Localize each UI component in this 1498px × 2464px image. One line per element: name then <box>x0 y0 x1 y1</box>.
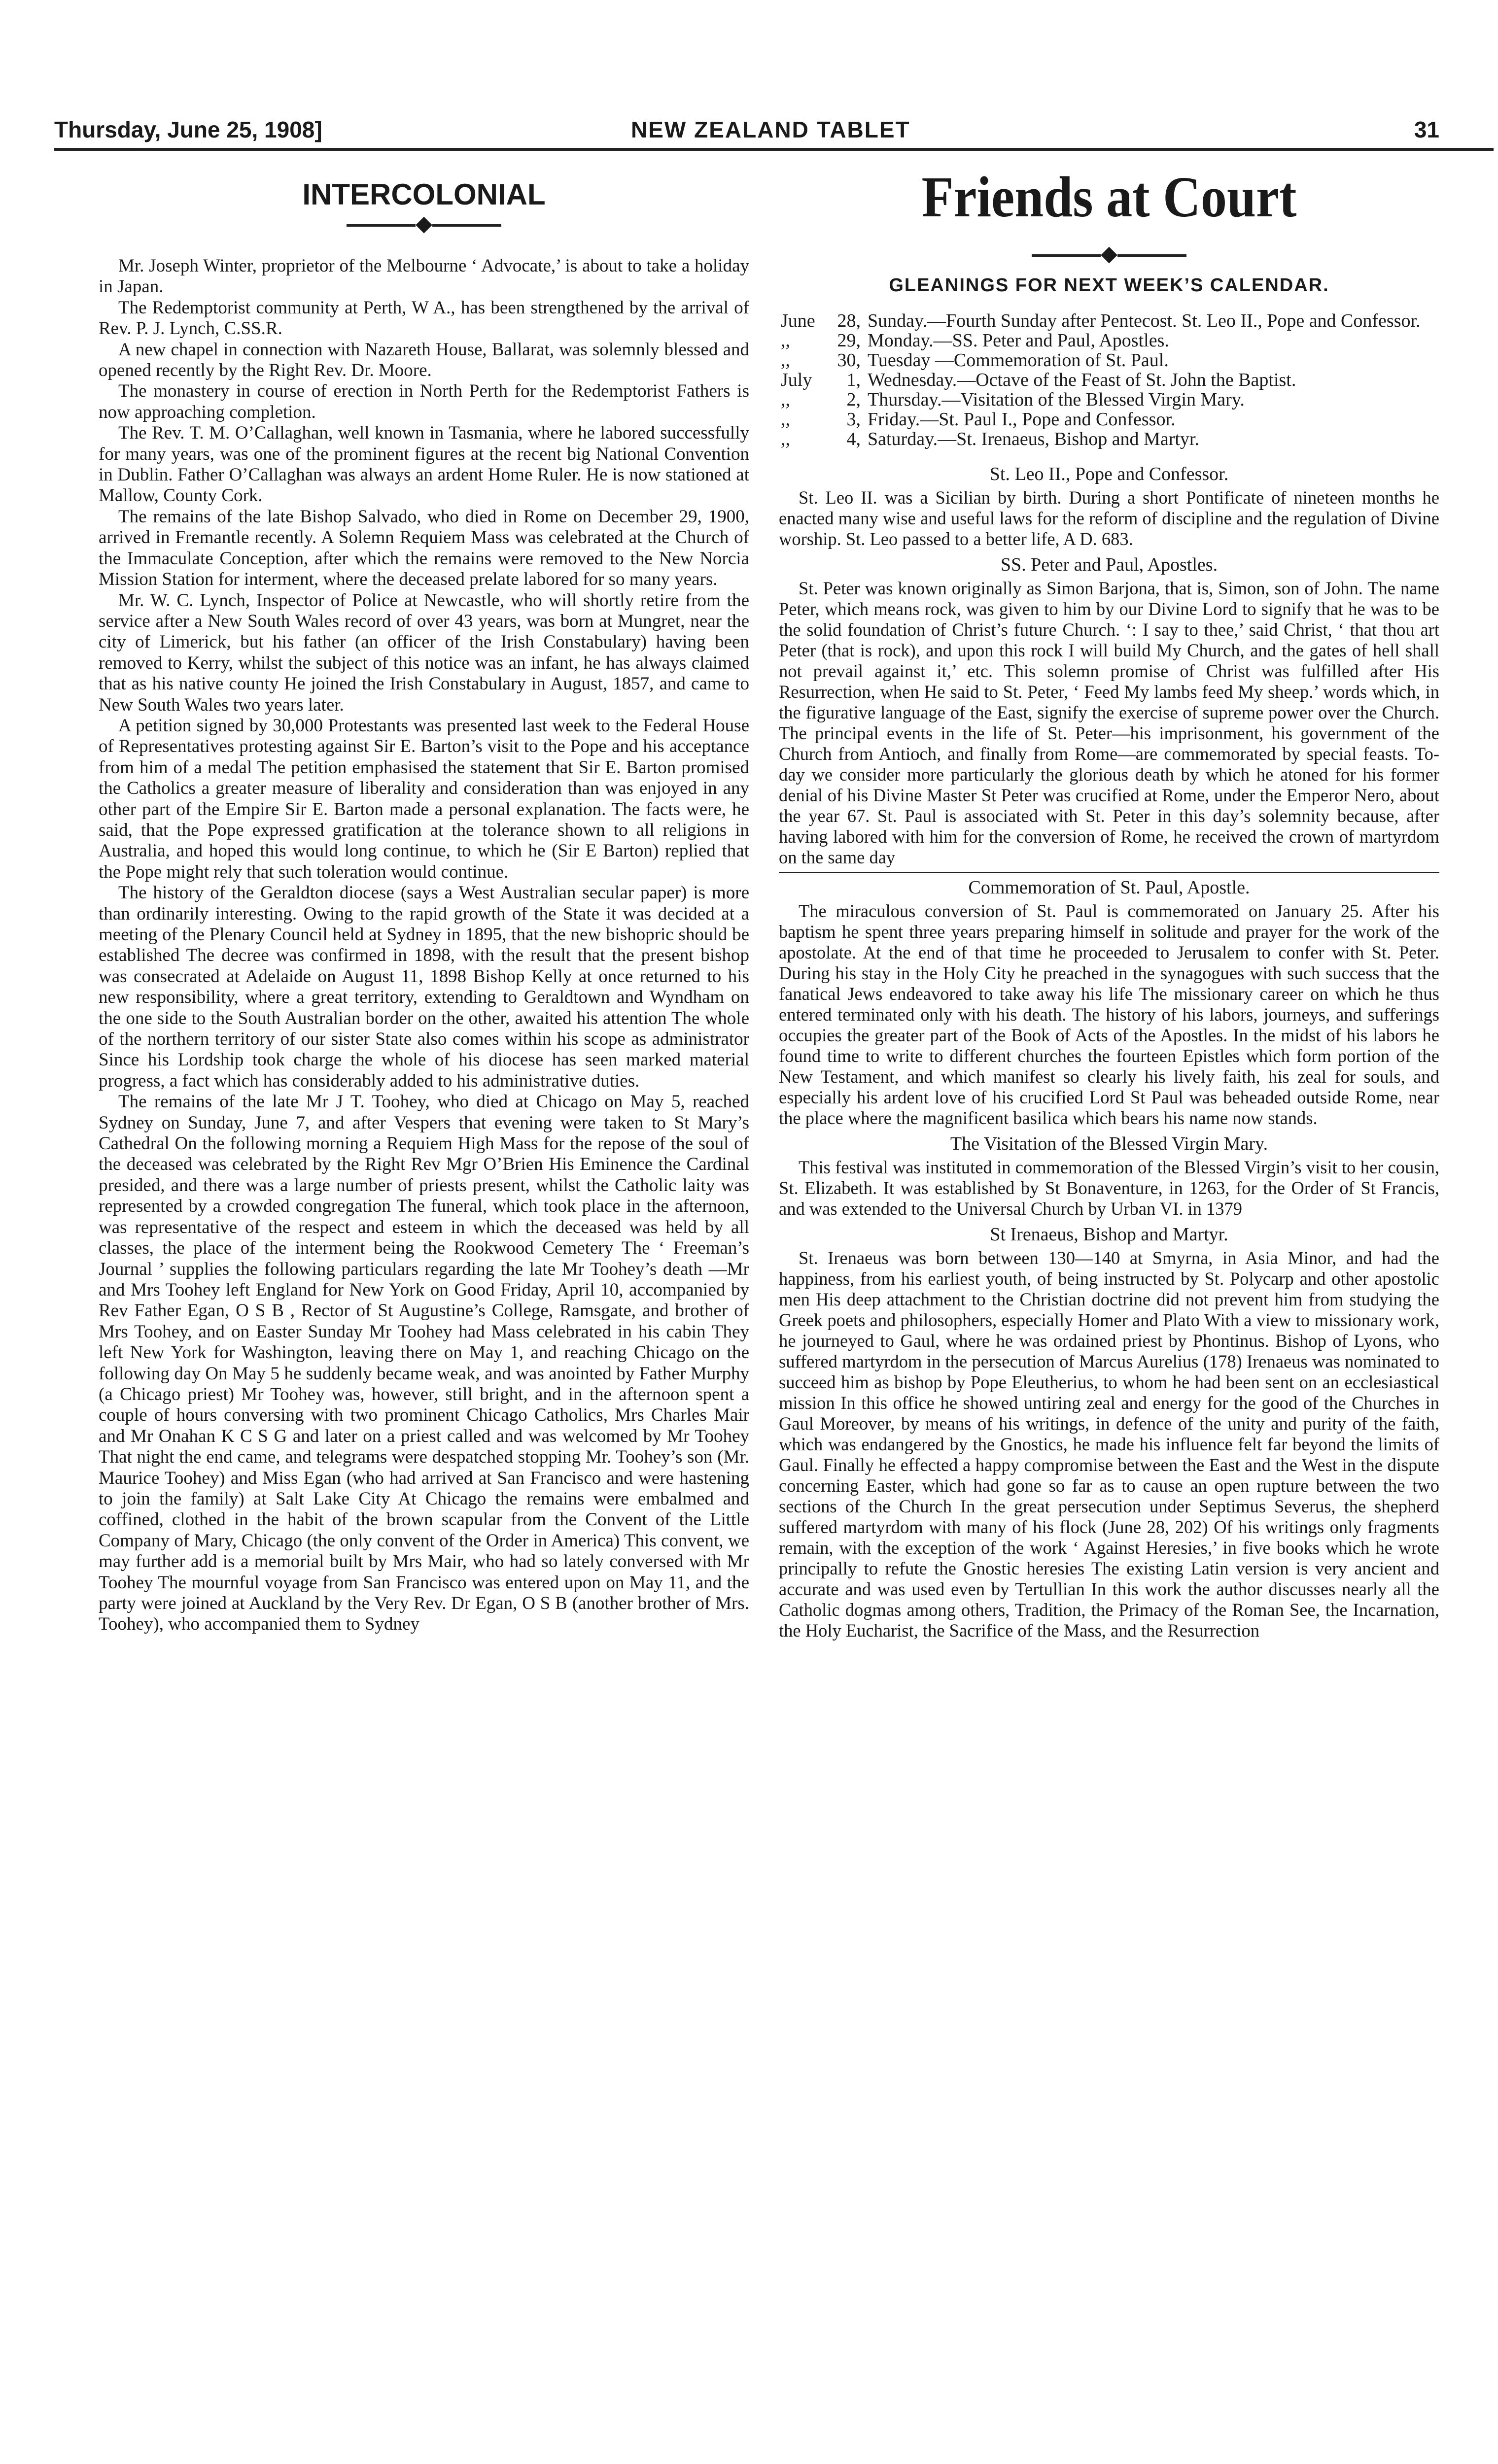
intercolonial-column <box>99 163 749 1635</box>
divider-ornament: ◆ <box>99 211 749 236</box>
calendar-month: ,, <box>781 350 790 371</box>
calendar-entry: Monday.—SS. Peter and Paul, Apostles. <box>868 330 1169 351</box>
calendar-day: 3, <box>846 409 861 430</box>
news-paragraph: A new chapel in connection with Nazareth House, Ballarat, was solemnly blessed and opened recently by the Right Rev. Dr. Moore. <box>99 339 749 381</box>
section-heading: St Irenaeus, Bishop and Martyr. <box>990 1224 1228 1245</box>
section-paragraph: St. Leo II. was a Sicilian by birth. During a short Pontificate of nineteen months he enacted many wise and useful laws for the reform of discipline and the regulation of Divine worship. St. Leo passed to a better life, A D. 683. <box>779 487 1439 549</box>
news-paragraph: A petition signed by 30,000 Protestants was presented last week to the Federal House of Representatives protesting against Sir E. Barton’s visit to the Pope and his acceptance from him of a medal The petition emphasised the statement that Sir E. Barton promised the Catholics a greater measure of liberality and consideration than was enjoyed in any other part of the Empire Sir E. Barton made a personal explanation. The facts were, he said, that the Pope expressed gratification at the tolerance shown to all religions in Australia, and hoped this would long continue, to which he (Sir E Barton) replied that the Pope might rely that such toleration would continue. <box>99 715 749 882</box>
calendar-row <box>779 331 1439 350</box>
friends-at-court-title: Friends at Court <box>921 165 1297 229</box>
news-paragraph: Mr. W. C. Lynch, Inspector of Police at Newcastle, who will shortly retire from the service after a New South Wales record of over 43 years, was born at Mungret, near the city of Limerick, but his father (an officer of the Irish Constabulary) having been removed to Kerry, whilst the subject of this notice was an infant, he has always claimed that as his native county He joined the Irish Constabulary in August, 1857, and came to New South Wales two years later. <box>99 590 749 715</box>
calendar-row <box>779 370 1439 390</box>
calendar-row <box>779 311 1439 331</box>
section-heading: Commemoration of St. Paul, Apostle. <box>779 872 1439 899</box>
section-paragraph: This festival was instituted in commemoration of the Blessed Virgin’s visit to her cousin, St. Elizabeth. It was established by St Bonaventure, in 1263, for the Order of St Francis, and was extended to the Universal Church by Urban VI. in 1379 <box>779 1157 1439 1219</box>
calendar-month: ,, <box>781 330 790 351</box>
calendar-entry: Tuesday —Commemoration of St. Paul. <box>868 350 1169 371</box>
calendar-day: 28, <box>837 310 861 331</box>
friends-at-court-column <box>779 163 1439 1641</box>
calendar-month: ,, <box>781 389 790 410</box>
calendar-day: 1, <box>846 370 861 390</box>
section-heading: The Visitation of the Blessed Virgin Mary. <box>950 1133 1268 1154</box>
section-paragraph: The miraculous conversion of St. Paul is commemorated on January 25. After his baptism he spent three years preparing himself in solitude and prayer for the work of the apostolate. At the end of that time he proceeded to Jerusalem to confer with St. Peter. During his stay in the Holy City he preached in the synagogues with such success that the fanatical Jews endeavored to take away his life The missionary career on which he thus entered terminated only with his death. The history of his labors, journeys, and sufferings occupies the greater part of the Book of Acts of the Apostles. In the midst of his labors he found time to write to different churches the fourteen Epistles which form portion of the New Testament, and which manifest so clearly his lively faith, his zeal for souls, and especially his ardent love of his crucified Lord St Paul was beheaded outside Rome, near the place where the magnificent basilica which bears his name now stands. <box>779 901 1439 1128</box>
calendar-subtitle: GLEANINGS FOR NEXT WEEK’S CALENDAR. <box>889 275 1329 296</box>
news-paragraph: The history of the Geraldton diocese (says a West Australian secular paper) is more than ordinarily interesting. Owing to the rapid growth of the State it was decided at a meeting of the Plenary Council held at Sydney in 1895, that the new bishopric should be established The decree was confirmed in 1898, with the result that the present bishop was consecrated at Adelaide on August 11, 1898 Bishop Kelly at once returned to his new responsibility, where a great territory, extending to Geraldtown and Wyndham on the one side to the South Australian border on the other, awaited his attention The whole of the northern territory of our sister State also comes within his scope as administrator Since his Lordship took charge the whole of his diocese has seen marked material progress, a fact which has considerably added to his administrative duties. <box>99 883 749 1091</box>
calendar-row <box>779 390 1439 410</box>
calendar-month: ,, <box>781 429 790 449</box>
calendar-row <box>779 429 1439 449</box>
news-paragraph: The remains of the late Bishop Salvado, who died in Rome on December 29, 1900, arrived in Fremantle recently. A Solemn Requiem Mass was celebrated at the Church of the Immaculate Conception, after which the remains were removed to the New Norcia Mission Station for interment, where the deceased prelate labored for so many years. <box>99 506 749 590</box>
calendar-row <box>779 350 1439 370</box>
calendar-day: 29, <box>837 330 861 351</box>
calendar-entry: Thursday.—Visitation of the Blessed Virgin Mary. <box>868 389 1245 410</box>
news-paragraph: The remains of the late Mr J T. Toohey, who died at Chicago on May 5, reached Sydney on Sunday, June 7, and after Vespers that evening were taken to St Mary’s Cathedral On the following morning a Requiem High Mass for the repose of the soul of the deceased was celebrated by the Right Rev Mgr O’Brien His Eminence the Cardinal presided, and there was a large number of priests present, whilst the Catholic laity was represented by a crowded congregation The funeral, which took place in the afternoon, was representative of the respect and esteem in which the deceased was held by all classes, the place of the interment being the Rookwood Cemetery The ‘ Freeman’s Journal ’ supplies the following particulars regarding the late Mr Toohey’s death —Mr and Mrs Toohey left England for New York on Good Friday, April 10, accompanied by Rev Father Egan, O S B , Rector of St Augustine’s College, Ramsgate, and brother of Mrs Toohey, and on Easter Sunday Mr Toohey had Mass celebrated in his cabin They left New York for Washington, leaving there on May 1, and reaching Chicago on the following day On May 5 he suddenly became weak, and was anointed by Father Murphy (a Chicago priest) Mr Toohey was, however, still bright, and in the afternoon spent a couple of hours conversing with two prominent Chicago Catholics, Mrs Charles Mair and Mr Onahan K C S G and later on a priest called and was welcomed by Mr Toohey That night the end came, and telegrams were despatched stopping Mr. Toohey’s son (Mr. Maurice Toohey) and Miss Egan (who had arrived at San Francisco and were hastening to join the family) at Salt Lake City At Chicago the remains were embalmed and coffined, clothed in the habit of the brown scapular from the Convent of the Little Company of Mary, Chicago (the only convent of the Order in America) This convent, we may further add is a memorial built by Mrs Mair, who had so lately conversed with Mr Toohey The mournful voyage from San Francisco was entered upon on May 11, and the party were joined at Auckland by the Very Rev. Dr Egan, O S B (another brother of Mrs. Toohey), who accompanied them to Sydney <box>99 1092 749 1635</box>
calendar-entry: Wednesday.—Octave of the Feast of St. John the Baptist. <box>868 370 1296 390</box>
news-paragraph: The Rev. T. M. O’Callaghan, well known in Tasmania, where he labored successfully for many years, was one of the prominent figures at the recent big National Convention in Dublin. Father O’Callaghan was always an ardent Home Ruler. He is now stationed at Mallow, County Cork. <box>99 423 749 506</box>
section-heading: St. Leo II., Pope and Confessor. <box>989 464 1229 484</box>
calendar-entry: Friday.—St. Paul I., Pope and Confessor. <box>868 409 1176 430</box>
news-paragraph: The monastery in course of erection in North Perth for the Redemptorist Fathers is now approaching completion. <box>99 381 749 422</box>
masthead-paper-name: NEW ZEALAND TABLET <box>631 117 910 142</box>
calendar-day: 30, <box>837 350 861 371</box>
section-paragraph: St. Irenaeus was born between 130—140 at Smyrna, in Asia Minor, and had the happiness, from his earliest youth, of being instructed by St. Polycarp and other apostolic men His deep attachment to the Christian doctrine did not prevent him from studying the Greek poets and philosophers, especially Homer and Plato With a view to missionary work, he journeyed to Gaul, where he was ordained priest by Phontinus. Bishop of Lyons, who suffered martyrdom in the persecution of Marcus Aurelius (178) Irenaeus was nominated to succeed him as bishop by Pope Eleutherius, to whom he had been sent on an ecclesiastical mission In this office he showed untiring zeal and energy for the good of the Churches in Gaul Moreover, by means of his writings, in defence of the unity and purity of the faith, which was endangered by the Gnostics, he made his influence felt far beyond the limits of Gaul. Finally he effected a happy compromise between the East and the West in the dispute concerning Easter, which had gone so far as to cause an open rupture between the two sections of the Church In the great persecution under Septimus Severus, the shepherd suffered martyrdom with many of his flock (June 28, 202) Of his writings only fragments remain, with the exception of the work ‘ Against Heresies,’ in five books which he wrote principally to refute the Gnostic heresies The existing Latin version is very ancient and accurate and was used even by Tertullian In this work the author discusses nearly all the Catholic dogmas among others, Tradition, the Primacy of the Roman See, the Incarnation, the Holy Eucharist, the Sacrifice of the Mass, and the Resurrection <box>779 1248 1439 1641</box>
calendar-day: 2, <box>846 389 861 410</box>
calendar-day: 4, <box>846 429 861 449</box>
masthead-page-number: 31 <box>1414 117 1439 142</box>
calendar-entry: Sunday.—Fourth Sunday after Pentecost. St. Leo II., Pope and Confessor. <box>868 310 1421 331</box>
calendar-row <box>779 410 1439 429</box>
masthead <box>54 108 1494 151</box>
news-paragraph: The Redemptorist community at Perth, W A., has been strengthened by the arrival of Rev. P. J. Lynch, C.SS.R. <box>99 297 749 339</box>
calendar-month: July <box>781 370 812 390</box>
calendar-entry: Saturday.—St. Irenaeus, Bishop and Martyr. <box>868 429 1199 449</box>
section-heading: SS. Peter and Paul, Apostles. <box>1000 554 1218 575</box>
news-paragraph: Mr. Joseph Winter, proprietor of the Melbourne ‘ Advocate,’ is about to take a holiday in Japan. <box>99 256 749 297</box>
calendar-month: ,, <box>781 409 790 430</box>
intercolonial-heading: INTERCOLONIAL <box>302 178 546 211</box>
masthead-date: Thursday, June 25, 1908] <box>54 117 322 142</box>
calendar-table <box>779 311 1439 449</box>
divider-ornament: ◆ <box>779 241 1439 266</box>
section-paragraph: St. Peter was known originally as Simon Barjona, that is, Simon, son of John. The name Peter, which means rock, was given to him by our Divine Lord to signify that he was to be the solid foundation of Christ’s future Church. ‘: I say to thee,’ said Christ, ‘ that thou art Peter (that is rock), and upon this rock I will build My Church, and the gates of hell shall not prevail against it,’ etc. This solemn promise of Christ was fulfilled after His Resurrection, when He said to St. Peter, ‘ Feed My lambs feed My sheep.’ words which, in the figurative language of the East, signify the exercise of supreme power over the Church. The principal events in the life of St. Peter—his imprisonment, his government of the Church from Antioch, and finally from Rome—are commemorated by special feasts. To-day we consider more particularly the glorious death by which he atoned for his former denial of his Divine Master St Peter was crucified at Rome, under the Emperor Nero, about the year 67. St. Paul is associated with St. Peter in this day’s solemnity because, after having labored with him for the conversion of Rome, he received the crown of martyrdom on the same day <box>779 578 1439 867</box>
calendar-month: June <box>781 310 815 331</box>
